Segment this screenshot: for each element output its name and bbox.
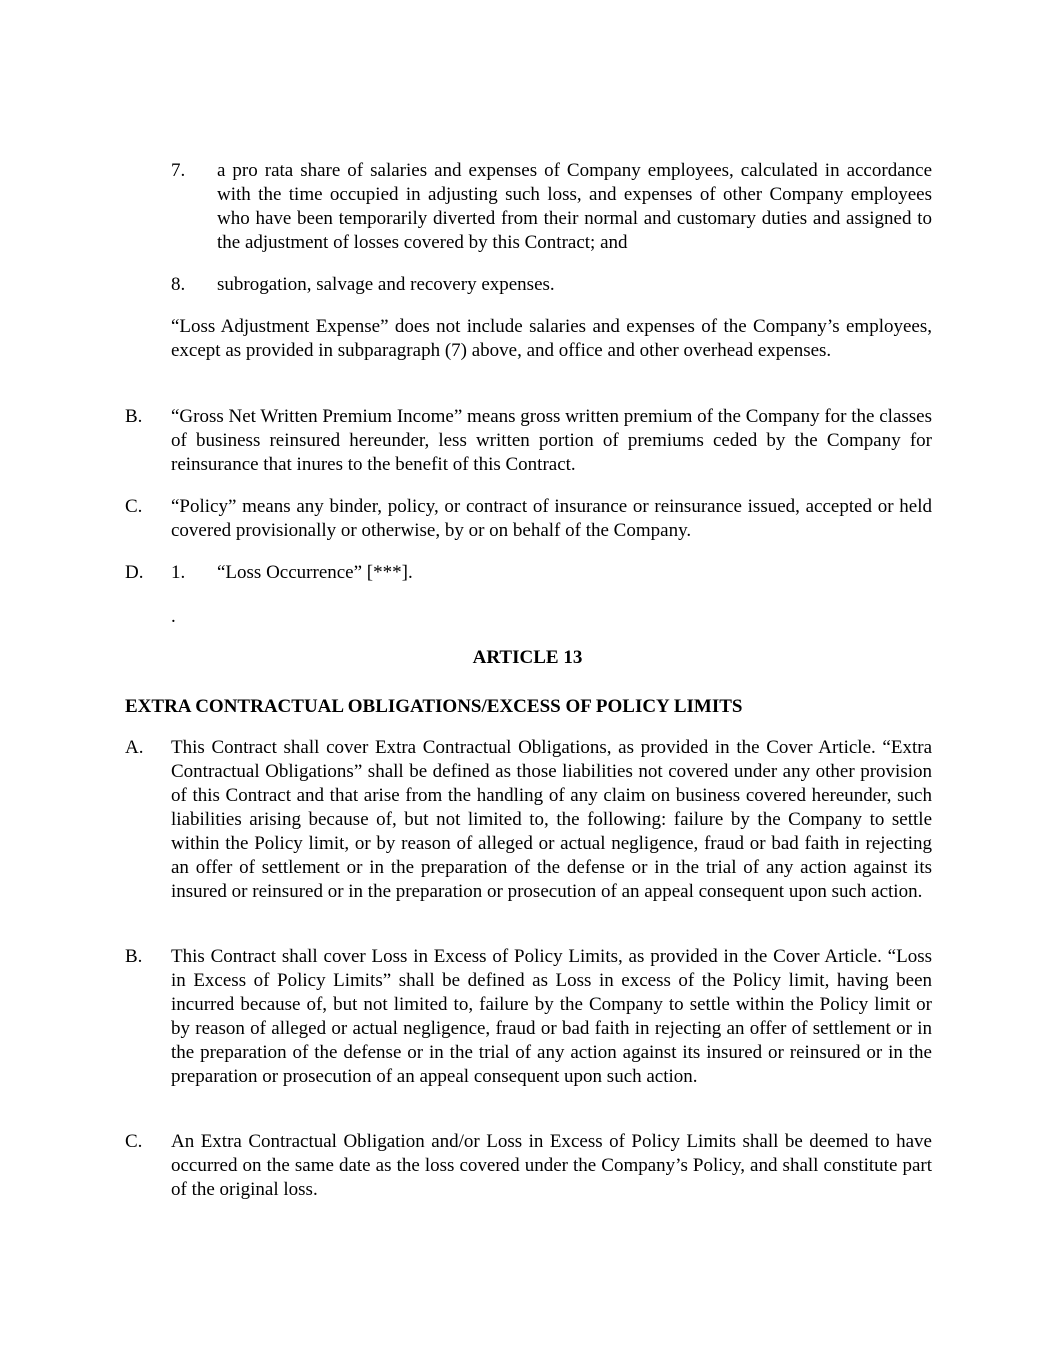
article-paragraph-c-label: C. bbox=[125, 1131, 143, 1152]
article-paragraph-b-label: B. bbox=[125, 946, 143, 967]
definition-c-text: “Policy” means any binder, policy, or contract of insurance or reinsurance issued, accepted or held covered provisionally or otherwise, by or on behalf of the Company. bbox=[171, 496, 932, 541]
item-7-number: 7. bbox=[171, 160, 186, 181]
item-8-text: subrogation, salvage and recovery expenses. bbox=[217, 274, 555, 295]
definition-b-text: “Gross Net Written Premium Income” means gross written premium of the Company for the classes of business reinsured hereunder, less written portion of premiums ceded by the Company for reinsurance that inures to the benefit of this Contract. bbox=[171, 406, 932, 475]
definition-b-label: B. bbox=[125, 406, 143, 427]
definition-c-label: C. bbox=[125, 496, 143, 517]
article-paragraph-a-text: This Contract shall cover Extra Contractual Obligations, as provided in the Cover Article. “Extra Contractual Obligations” shall be defined as those liabilities not covered under any other provision of this Contract and that arise from the handling of any claim on business covered hereunder, such liabilities arising because of, but not limited to, the following: failure by the Company to settle within the Policy limit, or by reason of alleged or actual negligence, fraud or bad faith in rejecting an offer of settlement or in the preparation of the defense or in the trial of any action against its insured or reinsured or in the preparation or prosecution of an appeal consequent upon such action. bbox=[171, 737, 932, 902]
definition-d-subnumber: 1. bbox=[171, 562, 186, 583]
article-paragraph-a-label: A. bbox=[125, 737, 144, 758]
article-paragraph-c-text: An Extra Contractual Obligation and/or Loss in Excess of Policy Limits shall be deemed to have occurred on the same date as the loss covered under the Company’s Policy, and shall constitute part of the original loss. bbox=[171, 1131, 932, 1200]
lae-exclusion-paragraph: “Loss Adjustment Expense” does not include salaries and expenses of the Company’s employees, except as provided in subparagraph (7) above, and office and other overhead expenses. bbox=[171, 316, 932, 361]
stray-period: . bbox=[171, 606, 176, 627]
item-7-text: a pro rata share of salaries and expenses of Company employees, calculated in accordance with the time occupied in adjusting such loss, and expenses of other Company employees who have been temporarily diverted from their normal and customary duties and assigned to the adjustment of losses covered by this Contract; and bbox=[217, 160, 932, 253]
article-number-heading: ARTICLE 13 bbox=[472, 647, 583, 668]
definition-d-label: D. bbox=[125, 562, 144, 583]
article-title-heading: EXTRA CONTRACTUAL OBLIGATIONS/EXCESS OF POLICY LIMITS bbox=[125, 696, 743, 717]
article-paragraph-b-text: This Contract shall cover Loss in Excess of Policy Limits, as provided in the Cover Article. “Loss in Excess of Policy Limits” shall be defined as Loss in excess of the Policy limit, having been incurred because of, but not limited to, failure by the Company to settle within the Policy limit or by reason of alleged or actual negligence, fraud or bad faith in rejecting an offer of settlement or in the preparation of the defense or in the trial of any action against its insured or reinsured or in the preparation or prosecution of an appeal consequent upon such action. bbox=[171, 946, 932, 1087]
item-8-number: 8. bbox=[171, 274, 186, 295]
definition-d-text: “Loss Occurrence” [***]. bbox=[217, 562, 413, 583]
